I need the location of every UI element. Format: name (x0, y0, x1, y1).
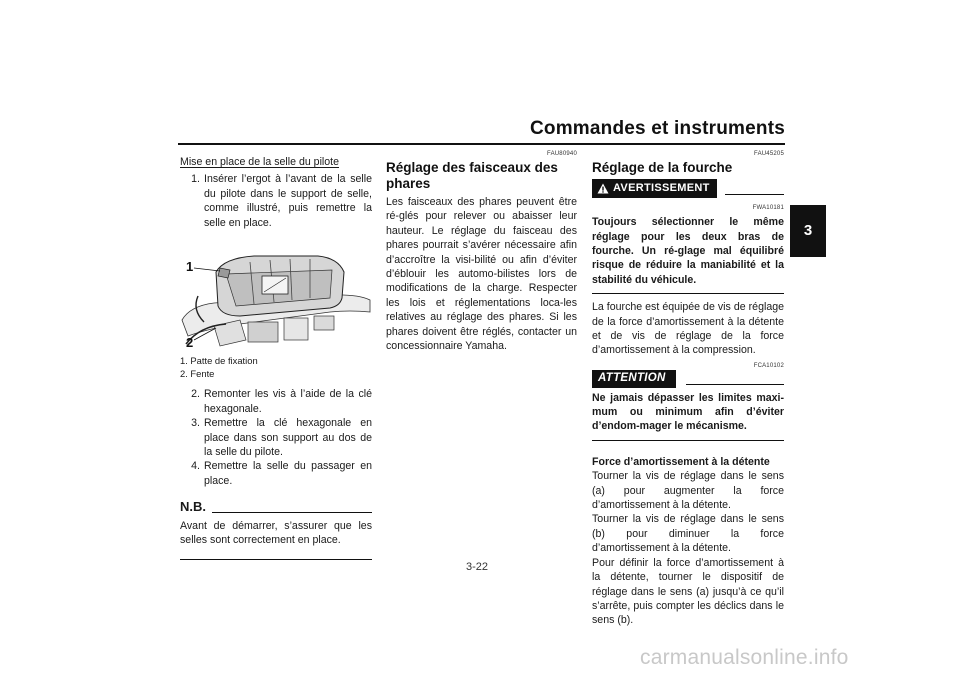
headlight-section-title: Réglage des faisceaux des phares (386, 160, 558, 192)
seat-illustration (180, 240, 372, 352)
steps-list-a (180, 172, 372, 230)
list-item (180, 459, 372, 488)
warning-triangle-icon (597, 183, 609, 194)
step-number: 1. (191, 173, 200, 186)
callout-2: 2 (186, 335, 194, 351)
warning-header (592, 179, 784, 198)
step-text: Remonter les vis à l’aide de la clé hexagonale. (204, 388, 372, 415)
caption-1: 1. Patte de fixation (180, 355, 258, 367)
warning-badge (592, 179, 717, 198)
fork-intro: La fourche est équipée de vis de réglage de la force d’amortissement à la détente et de vis de réglage de la force d’amortissement à la compression. (592, 301, 784, 357)
attention-end-rule (592, 440, 784, 441)
figure-captions (180, 355, 372, 380)
seat-install-subheading: Mise en place de la selle du pilote (180, 156, 340, 168)
attention-rule (686, 384, 784, 385)
note-rule (212, 512, 372, 513)
attention-label: ATTENTION (592, 370, 676, 388)
header-rule (178, 143, 785, 145)
seat-illustration-drawing (180, 240, 372, 352)
step-number: 3. (191, 417, 200, 430)
warning-end-rule (592, 293, 784, 294)
watermark: carmanualsonline.info (640, 646, 849, 669)
step-number: 2. (191, 388, 200, 401)
step-text: Remettre la clé hexagonale en place dans son support au dos de la selle du pilote. (204, 417, 372, 459)
chapter-title: Commandes et instruments (529, 118, 785, 139)
note-text: Avant de démarrer, s’assurer que les selles sont correctement en place. (180, 519, 372, 547)
note-heading (180, 498, 372, 516)
step-number: 4. (191, 460, 200, 473)
rebound-paragraph-2: Tourner la vis de réglage dans le sens (b) pour diminuer la force d’amortissement à la détente. (592, 513, 784, 555)
left-column (180, 150, 372, 560)
attention-text: Ne jamais dépasser les limites maxi-mum ou minimum afin d’éviter d’endom-mager le mécanisme. (592, 391, 784, 433)
list-item (180, 416, 372, 459)
rebound-paragraph-3: Pour définir la force d’amortissement à la détente, tourner le dispositif de réglage dans le sens (a) jusqu’à ce qu’il s’arrête, puis compter les déclics dans le sens (b). (592, 556, 784, 627)
warning-label: AVERTISSEMENT (613, 182, 710, 195)
rebound-paragraph-1: Tourner la vis de réglage dans le sens (a) pour augmenter la force d’amortissement à la détente. (592, 470, 784, 512)
callout-1: 1 (186, 259, 194, 275)
note-end-rule (180, 559, 372, 560)
chapter-tab[interactable]: 3 (790, 205, 826, 257)
attention-code: FCA10102 (753, 362, 784, 369)
section-code: FAU45205 (754, 151, 784, 157)
caption-2: 2. Fente (180, 367, 215, 379)
section-code: FAU80940 (547, 151, 577, 157)
note-label: N.B. (180, 499, 206, 515)
list-item (180, 172, 372, 230)
page-number: 3-22 (466, 561, 489, 573)
fork-section-title: Réglage de la fourche (592, 160, 733, 176)
step-text: Insérer l’ergot à l’avant de la selle du pilote dans le support de selle, comme illustré, puis remettre la selle en place. (204, 173, 372, 229)
right-column (592, 150, 784, 628)
warning-rule (725, 194, 784, 195)
warning-text: Toujours sélectionner le même réglage pour les deux bras de fourche. Un ré-glage mal équilibré risque de réduire la maniabilité et la stabilité du véhicule. (592, 216, 784, 286)
middle-column (386, 150, 577, 353)
rebound-subtitle: Force d’amortissement à la détente (592, 455, 770, 468)
headlight-paragraph: Les faisceaux des phares peuvent être ré-glés pour relever ou abaisser leur hauteur. Le réglage du faisceau des phares pourrait s’avérer nécessaire afin d’accroître la visi-bilité ou afin d’éviter d’éblouir les automo-bilistes lors de modifications de la charge. Respecter les lois et réglementations loca-les relatives au réglage des phares. Si les phares doivent être réglés, contacter un concessionnaire Yamaha. (386, 196, 577, 353)
step-text: Remettre la selle du passager en place. (204, 460, 372, 487)
steps-list-b (180, 387, 372, 488)
attention-header (592, 370, 784, 388)
list-item (180, 387, 372, 416)
warning-code: FWA10181 (752, 205, 784, 212)
